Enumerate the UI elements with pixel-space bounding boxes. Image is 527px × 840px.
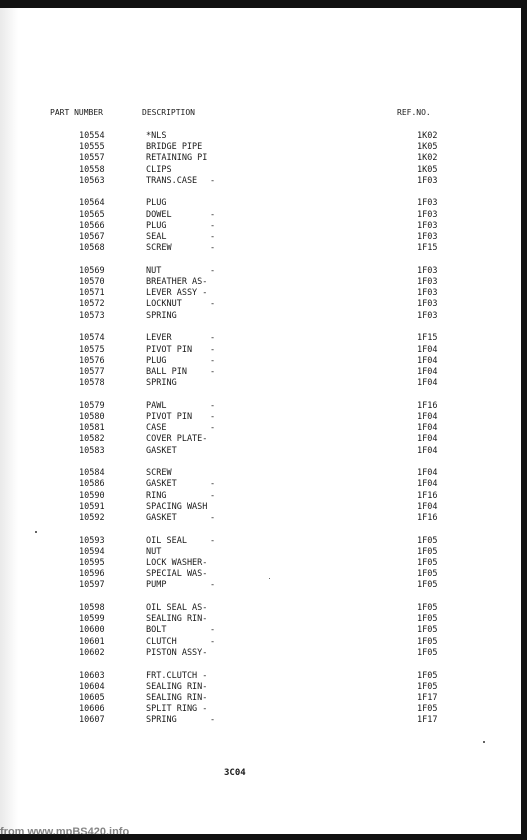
part-row bbox=[0, 558, 527, 569]
ref-number: 1F03 bbox=[417, 175, 438, 186]
ref-number: 1F04 bbox=[417, 344, 438, 355]
column-headers bbox=[0, 108, 527, 122]
part-number: 10607 bbox=[79, 715, 105, 726]
part-row bbox=[0, 277, 527, 288]
part-description: PAWL bbox=[146, 400, 167, 411]
part-description: CLIPS bbox=[146, 164, 172, 175]
parts-group bbox=[0, 266, 527, 322]
part-number: 10567 bbox=[79, 232, 105, 242]
ref-number: 1F05 bbox=[417, 625, 438, 636]
part-row bbox=[0, 378, 527, 389]
description-dash: - bbox=[210, 715, 216, 726]
parts-group bbox=[0, 603, 527, 659]
description-dash: - bbox=[210, 636, 216, 647]
part-number: 10604 bbox=[79, 681, 105, 692]
part-number: 10571 bbox=[79, 288, 105, 299]
part-row bbox=[0, 625, 527, 636]
part-number: 10570 bbox=[79, 277, 105, 288]
part-number: 10584 bbox=[79, 468, 105, 479]
part-description: OIL SEAL AS- bbox=[146, 603, 208, 614]
part-description: SCREW bbox=[146, 243, 172, 254]
part-number: 10596 bbox=[79, 569, 105, 580]
ref-number: 1F17 bbox=[417, 692, 438, 703]
description-dash: - bbox=[210, 175, 216, 186]
part-description: BRIDGE PIPE bbox=[146, 142, 203, 153]
part-row bbox=[0, 153, 527, 164]
parts-list bbox=[0, 131, 527, 738]
part-number: 10568 bbox=[79, 243, 105, 254]
part-number: 10572 bbox=[79, 299, 105, 310]
ref-number: 1F05 bbox=[417, 546, 438, 557]
part-row bbox=[0, 704, 527, 715]
ref-number: 1F16 bbox=[417, 490, 438, 501]
part-number: 10558 bbox=[79, 164, 105, 175]
ref-number: 1F05 bbox=[417, 603, 438, 614]
part-row bbox=[0, 165, 527, 176]
part-row bbox=[0, 682, 527, 693]
part-row bbox=[0, 221, 527, 232]
part-row bbox=[0, 311, 527, 322]
part-row bbox=[0, 547, 527, 558]
description-dash: - bbox=[210, 625, 216, 636]
part-row bbox=[0, 491, 527, 502]
description-dash: - bbox=[210, 232, 216, 242]
part-number: 10563 bbox=[79, 175, 105, 186]
part-row bbox=[0, 176, 527, 187]
ref-number: 1F03 bbox=[417, 232, 438, 242]
ref-number: 1F03 bbox=[417, 265, 438, 276]
ref-number: 1F04 bbox=[417, 355, 438, 366]
part-description: PLUG bbox=[146, 355, 167, 366]
part-row bbox=[0, 210, 527, 221]
parts-group bbox=[0, 468, 527, 524]
page-number: 3C04 bbox=[224, 768, 246, 778]
ref-number: 1F05 bbox=[417, 558, 438, 568]
part-row bbox=[0, 232, 527, 243]
part-description: SEAL bbox=[146, 232, 167, 242]
part-description: PLUG bbox=[146, 198, 167, 209]
part-description: GASKET bbox=[146, 445, 177, 456]
part-description: GASKET bbox=[146, 512, 177, 523]
scan-speck bbox=[35, 531, 37, 533]
part-row bbox=[0, 333, 527, 344]
description-dash: - bbox=[210, 366, 216, 377]
part-description: SPLIT RING - bbox=[146, 704, 208, 715]
part-row bbox=[0, 288, 527, 299]
description-dash: - bbox=[210, 423, 216, 434]
part-description: SPACING WASH bbox=[146, 501, 208, 512]
part-row bbox=[0, 446, 527, 457]
part-number: 10566 bbox=[79, 220, 105, 231]
part-number: 10592 bbox=[79, 512, 105, 523]
part-number: 10605 bbox=[79, 692, 105, 703]
part-number: 10599 bbox=[79, 614, 105, 625]
ref-number: 1F03 bbox=[417, 299, 438, 310]
part-number: 10577 bbox=[79, 366, 105, 377]
parts-group bbox=[0, 131, 527, 187]
description-header: DESCRIPTION bbox=[142, 108, 195, 117]
part-number: 10580 bbox=[79, 411, 105, 422]
part-row bbox=[0, 434, 527, 445]
part-number: 10574 bbox=[79, 333, 105, 344]
part-description: GASKET bbox=[146, 479, 177, 490]
ref-number: 1F03 bbox=[417, 198, 438, 209]
description-dash: - bbox=[210, 512, 216, 523]
part-description: RETAINING PI bbox=[146, 153, 208, 164]
ref-number: 1F05 bbox=[417, 636, 438, 647]
part-description: SEALING RIN- bbox=[146, 614, 208, 625]
part-row bbox=[0, 345, 527, 356]
part-number: 10578 bbox=[79, 378, 105, 389]
description-dash: - bbox=[210, 411, 216, 422]
description-dash: - bbox=[210, 243, 216, 254]
ref-number: 1F04 bbox=[417, 378, 438, 389]
ref-number: 1F04 bbox=[417, 411, 438, 422]
source-watermark: from www.mpBS420.info bbox=[0, 826, 130, 838]
part-number: 10579 bbox=[79, 400, 105, 411]
description-dash: - bbox=[210, 333, 216, 344]
part-description: SPRING bbox=[146, 310, 177, 321]
description-dash: - bbox=[210, 220, 216, 231]
ref-number: 1F04 bbox=[417, 366, 438, 377]
ref-number: 1F16 bbox=[417, 512, 438, 523]
part-description: PIVOT PIN bbox=[146, 344, 193, 355]
part-number: 10565 bbox=[79, 209, 105, 220]
ref-number: 1F15 bbox=[417, 243, 438, 254]
ref-number: 1F03 bbox=[417, 220, 438, 231]
parts-group bbox=[0, 671, 527, 727]
ref-number: 1K05 bbox=[417, 142, 438, 153]
ref-number: 1F04 bbox=[417, 423, 438, 434]
part-row bbox=[0, 715, 527, 726]
part-description: SPRING bbox=[146, 715, 177, 726]
part-description: BALL PIN bbox=[146, 366, 187, 377]
part-description: SPECIAL WAS- bbox=[146, 569, 208, 580]
part-row bbox=[0, 243, 527, 254]
part-row bbox=[0, 513, 527, 524]
part-description: PIVOT PIN bbox=[146, 411, 193, 422]
part-description: COVER PLATE- bbox=[146, 434, 208, 445]
part-row bbox=[0, 198, 527, 209]
ref-number: 1K02 bbox=[417, 131, 438, 141]
part-description: SEALING RIN- bbox=[146, 681, 208, 692]
part-description: PUMP bbox=[146, 580, 167, 591]
part-description: LEVER ASSY - bbox=[146, 288, 208, 299]
ref-number: 1F05 bbox=[417, 614, 438, 625]
part-description: BREATHER AS- bbox=[146, 277, 208, 288]
part-number: 10606 bbox=[79, 704, 105, 715]
part-number: 10554 bbox=[79, 131, 105, 141]
ref-number: 1F04 bbox=[417, 501, 438, 512]
part-row bbox=[0, 356, 527, 367]
part-row bbox=[0, 648, 527, 659]
part-row bbox=[0, 536, 527, 547]
ref-number: 1F16 bbox=[417, 400, 438, 411]
part-number: 10598 bbox=[79, 603, 105, 614]
ref-number: 1F05 bbox=[417, 670, 438, 681]
part-row bbox=[0, 479, 527, 490]
part-description: SPRING bbox=[146, 378, 177, 389]
part-row bbox=[0, 693, 527, 704]
description-dash: - bbox=[210, 490, 216, 501]
ref-number: 1K05 bbox=[417, 164, 438, 175]
part-number: 10582 bbox=[79, 434, 105, 445]
part-number: 10586 bbox=[79, 479, 105, 490]
ref-number: 1F04 bbox=[417, 468, 438, 479]
description-dash: - bbox=[210, 299, 216, 310]
description-dash: - bbox=[210, 265, 216, 276]
part-description: FRT.CLUTCH - bbox=[146, 670, 208, 681]
part-number: 10601 bbox=[79, 636, 105, 647]
description-dash: - bbox=[210, 400, 216, 411]
part-row bbox=[0, 671, 527, 682]
ref-number: 1F15 bbox=[417, 333, 438, 344]
part-row bbox=[0, 299, 527, 310]
part-number: 10593 bbox=[79, 535, 105, 546]
part-description: DOWEL bbox=[146, 209, 172, 220]
part-description: *NLS bbox=[146, 131, 167, 141]
part-description: LOCK WASHER- bbox=[146, 558, 208, 568]
description-dash: - bbox=[210, 479, 216, 490]
part-description: NUT bbox=[146, 546, 162, 557]
part-number: 10603 bbox=[79, 670, 105, 681]
part-number: 10597 bbox=[79, 580, 105, 591]
ref-number: 1F03 bbox=[417, 277, 438, 288]
part-description: NUT bbox=[146, 265, 162, 276]
part-description: PLUG bbox=[146, 220, 167, 231]
parts-group bbox=[0, 401, 527, 457]
part-description: LOCKNUT bbox=[146, 299, 182, 310]
part-number: 10602 bbox=[79, 647, 105, 658]
description-dash: - bbox=[210, 580, 216, 591]
ref-number: 1F05 bbox=[417, 569, 438, 580]
parts-group bbox=[0, 198, 527, 254]
part-row bbox=[0, 502, 527, 513]
part-row bbox=[0, 142, 527, 153]
part-number-header: PART NUMBER bbox=[50, 108, 103, 117]
ref-number: 1K02 bbox=[417, 153, 438, 164]
part-row bbox=[0, 131, 527, 142]
part-description: PISTON ASSY- bbox=[146, 647, 208, 658]
part-row bbox=[0, 266, 527, 277]
part-row bbox=[0, 603, 527, 614]
part-description: LEVER bbox=[146, 333, 172, 344]
ref-number: 1F05 bbox=[417, 647, 438, 658]
part-row bbox=[0, 580, 527, 591]
description-dash: - bbox=[210, 355, 216, 366]
ref-number: 1F05 bbox=[417, 704, 438, 715]
part-number: 10591 bbox=[79, 501, 105, 512]
description-dash: - bbox=[210, 535, 216, 546]
part-description: BOLT bbox=[146, 625, 167, 636]
part-number: 10557 bbox=[79, 153, 105, 164]
ref-number: 1F05 bbox=[417, 580, 438, 591]
part-number: 10575 bbox=[79, 344, 105, 355]
part-row bbox=[0, 468, 527, 479]
part-row bbox=[0, 569, 527, 580]
ref-number: 1F03 bbox=[417, 288, 438, 299]
part-number: 10564 bbox=[79, 198, 105, 209]
part-number: 10590 bbox=[79, 490, 105, 501]
part-description: SEALING RIN- bbox=[146, 692, 208, 703]
ref-number-header: REF.NO. bbox=[397, 108, 431, 117]
part-description: CLUTCH bbox=[146, 636, 177, 647]
ref-number: 1F17 bbox=[417, 715, 438, 726]
ref-number: 1F05 bbox=[417, 535, 438, 546]
description-dash: - bbox=[210, 344, 216, 355]
part-description: RING bbox=[146, 490, 167, 501]
part-description: CASE bbox=[146, 423, 167, 434]
ref-number: 1F05 bbox=[417, 681, 438, 692]
description-dash: - bbox=[210, 209, 216, 220]
ref-number: 1F04 bbox=[417, 479, 438, 490]
part-number: 10581 bbox=[79, 423, 105, 434]
part-description: OIL SEAL bbox=[146, 535, 187, 546]
part-row bbox=[0, 614, 527, 625]
part-row bbox=[0, 367, 527, 378]
ref-number: 1F03 bbox=[417, 209, 438, 220]
part-number: 10594 bbox=[79, 546, 105, 557]
parts-group bbox=[0, 536, 527, 592]
part-number: 10595 bbox=[79, 558, 105, 568]
part-description: TRANS.CASE bbox=[146, 175, 198, 186]
scan-speck bbox=[483, 741, 485, 743]
part-row bbox=[0, 401, 527, 412]
parts-group bbox=[0, 333, 527, 389]
part-row bbox=[0, 412, 527, 423]
part-number: 10569 bbox=[79, 265, 105, 276]
part-number: 10583 bbox=[79, 445, 105, 456]
part-number: 10576 bbox=[79, 355, 105, 366]
ref-number: 1F03 bbox=[417, 310, 438, 321]
part-description: SCREW bbox=[146, 468, 172, 479]
part-number: 10573 bbox=[79, 310, 105, 321]
ref-number: 1F04 bbox=[417, 434, 438, 445]
part-row bbox=[0, 637, 527, 648]
ref-number: 1F04 bbox=[417, 445, 438, 456]
part-number: 10555 bbox=[79, 142, 105, 153]
scan-speck bbox=[269, 578, 270, 579]
part-number: 10600 bbox=[79, 625, 105, 636]
part-row bbox=[0, 423, 527, 434]
